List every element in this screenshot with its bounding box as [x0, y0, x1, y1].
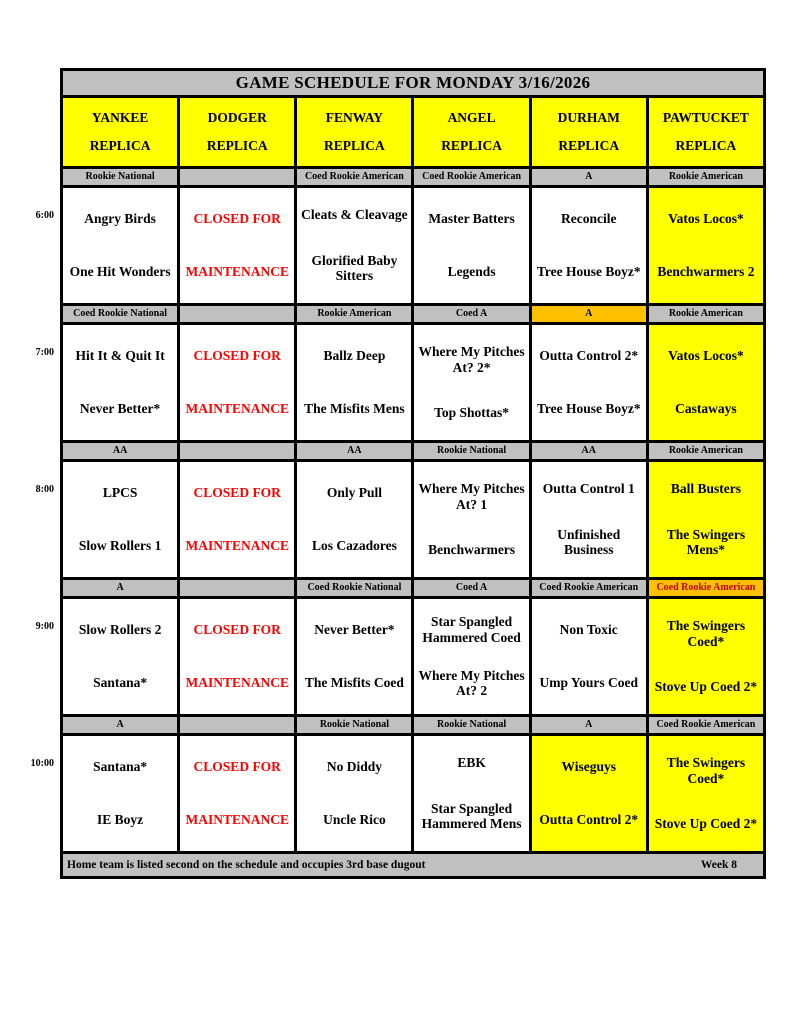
away-team: Outta Control 1: [542, 481, 635, 497]
game-cell: [532, 599, 646, 714]
home-team: Benchwarmers: [428, 542, 516, 558]
away-team: Reconcile: [561, 210, 617, 226]
home-team: Castaways: [675, 401, 737, 417]
closed-line-2: MAINTENANCE: [185, 538, 289, 554]
away-team: LPCS: [102, 484, 138, 500]
away-team: Hit It & Quit It: [75, 347, 165, 363]
home-team: Unfinished Business: [557, 526, 621, 558]
game-cell: [414, 736, 528, 851]
closed-line-1: CLOSED FOR: [193, 758, 281, 774]
away-team: EBK: [457, 755, 486, 771]
home-team: Uncle Rico: [323, 812, 386, 828]
closed-line-2: MAINTENANCE: [185, 675, 289, 691]
away-team: The Swingers Coed*: [666, 755, 746, 786]
game-cell: [63, 325, 177, 440]
away-team: Only Pull: [326, 484, 382, 500]
closed-cell: [180, 325, 294, 440]
footer-bar: [63, 854, 763, 876]
field-name: DURHAM: [557, 110, 620, 125]
division-label: Coed Rookie American: [414, 169, 528, 185]
field-name: ANGEL: [447, 110, 496, 125]
division-label: [180, 717, 294, 733]
time-label-900: 9:00: [35, 621, 54, 632]
closed-line-2: MAINTENANCE: [185, 812, 289, 828]
away-team: Never Better*: [314, 621, 395, 637]
division-label: Rookie American: [649, 443, 763, 459]
away-team: No Diddy: [326, 758, 382, 774]
division-label: Rookie American: [649, 306, 763, 322]
away-team: Where My Pitches At? 2*: [418, 344, 525, 375]
field-sub: REPLICA: [675, 138, 737, 153]
away-team: Angry Birds: [84, 210, 156, 226]
closed-line-1: CLOSED FOR: [193, 484, 281, 500]
home-team: Where My Pitches At? 2: [418, 667, 525, 699]
division-label: Coed A: [414, 580, 528, 596]
closed-cell: [180, 736, 294, 851]
division-label: Rookie American: [649, 169, 763, 185]
away-team: Outta Control 2*: [539, 347, 639, 363]
division-label: Rookie National: [414, 717, 528, 733]
home-team: Stove Up Coed 2*: [654, 679, 758, 695]
home-team: Outta Control 2*: [539, 812, 639, 828]
home-team: Ump Yours Coed: [539, 675, 638, 691]
field-sub: REPLICA: [324, 138, 385, 153]
field-sub: REPLICA: [441, 138, 502, 153]
home-team: Tree House Boyz*: [536, 401, 641, 417]
field-name: PAWTUCKET: [662, 110, 749, 125]
game-cell-highlighted: [649, 736, 763, 851]
home-team: Never Better*: [79, 401, 161, 417]
division-label: [180, 443, 294, 459]
time-label-600: 6:00: [35, 210, 54, 221]
game-cell: [63, 188, 177, 303]
time-label-800: 8:00: [35, 484, 54, 495]
closed-line-1: CLOSED FOR: [193, 347, 281, 363]
field-sub: REPLICA: [206, 138, 268, 153]
field-name: YANKEE: [91, 110, 149, 125]
game-cell: [414, 325, 528, 440]
home-team: Slow Rollers 1: [78, 538, 162, 554]
division-label: Rookie American: [297, 306, 411, 322]
field-name: FENWAY: [325, 110, 384, 125]
field-sub: REPLICA: [558, 138, 620, 153]
game-cell: [414, 462, 528, 577]
game-cell: [414, 599, 528, 714]
division-label: A: [532, 169, 646, 185]
game-cell: [532, 188, 646, 303]
away-team: Non Toxic: [559, 621, 618, 637]
home-team: Los Cazadores: [311, 538, 397, 554]
division-label: Rookie National: [63, 169, 177, 185]
game-cell: [63, 462, 177, 577]
away-team: The Swingers Coed*: [666, 618, 746, 649]
home-team: Top Shottas*: [434, 405, 510, 421]
week-label: Week 8: [700, 859, 737, 871]
away-team: Master Batters: [428, 210, 515, 226]
division-label: A: [63, 580, 177, 596]
division-label: AA: [63, 443, 177, 459]
home-team: Tree House Boyz*: [536, 264, 641, 280]
away-team: Where My Pitches At? 1: [418, 481, 525, 512]
time-label-1000: 10:00: [30, 758, 54, 769]
away-team: Star Spangled Hammered Coed: [422, 614, 521, 645]
division-label: [180, 580, 294, 596]
away-team: Santana*: [93, 758, 148, 774]
game-cell: [297, 599, 411, 714]
field-sub: REPLICA: [89, 138, 151, 153]
division-label-accent: Coed Rookie American: [649, 580, 763, 596]
game-cell-highlighted: [649, 325, 763, 440]
division-label: Coed Rookie American: [649, 717, 763, 733]
field-header-durham: [532, 98, 646, 166]
home-team: The Misfits Mens: [304, 401, 405, 417]
closed-line-2: MAINTENANCE: [185, 401, 289, 417]
away-team: Ball Busters: [670, 481, 741, 497]
home-team: Legends: [447, 264, 496, 280]
closed-cell: [180, 462, 294, 577]
field-header-fenway: [297, 98, 411, 166]
field-header-angel: [414, 98, 528, 166]
game-cell-highlighted: [649, 188, 763, 303]
game-cell: [532, 462, 646, 577]
away-team: Ballz Deep: [323, 347, 386, 363]
home-team: One Hit Wonders: [69, 264, 171, 280]
schedule-table: [60, 68, 766, 879]
division-label: AA: [297, 443, 411, 459]
game-cell: [297, 325, 411, 440]
division-label: Coed Rookie National: [297, 580, 411, 596]
division-label: [180, 306, 294, 322]
away-team: Wiseguys: [561, 758, 616, 774]
home-team: Glorified Baby Sitters: [311, 252, 398, 284]
away-team: Vatos Locos*: [668, 210, 744, 226]
home-team: Santana*: [93, 675, 148, 691]
home-team: The Misfits Coed: [304, 675, 404, 691]
game-cell: [63, 599, 177, 714]
division-label: Coed A: [414, 306, 528, 322]
division-label: Coed Rookie American: [297, 169, 411, 185]
schedule-title: GAME SCHEDULE FOR MONDAY 3/16/2026: [63, 71, 763, 95]
field-header-yankee: [63, 98, 177, 166]
home-team: The Swingers Mens*: [666, 526, 746, 558]
away-team: Vatos Locos*: [668, 347, 744, 363]
game-cell: [532, 325, 646, 440]
field-name: DODGER: [207, 110, 267, 125]
home-team: Star Spangled Hammered Mens: [421, 800, 522, 832]
closed-line-1: CLOSED FOR: [193, 210, 281, 226]
game-cell: [297, 188, 411, 303]
field-header-pawtucket: [649, 98, 763, 166]
division-label: AA: [532, 443, 646, 459]
field-header-dodger: [180, 98, 294, 166]
away-team: Cleats & Cleavage: [301, 207, 408, 223]
home-team: Benchwarmers 2: [657, 264, 755, 280]
division-label: A: [63, 717, 177, 733]
home-team: IE Boyz: [97, 812, 144, 828]
closed-cell: [180, 599, 294, 714]
division-label: Rookie National: [414, 443, 528, 459]
game-cell: [414, 188, 528, 303]
division-label: [180, 169, 294, 185]
game-cell-highlighted: [532, 736, 646, 851]
game-cell: [63, 736, 177, 851]
away-team: Slow Rollers 2: [78, 621, 162, 637]
closed-cell: [180, 188, 294, 303]
division-label-accent: A: [532, 306, 646, 322]
division-label: Rookie National: [297, 717, 411, 733]
game-cell-highlighted: [649, 462, 763, 577]
home-team: Stove Up Coed 2*: [654, 816, 758, 832]
division-label: Coed Rookie American: [532, 580, 646, 596]
time-label-700: 7:00: [35, 347, 54, 358]
game-cell-highlighted: [649, 599, 763, 714]
game-cell: [297, 462, 411, 577]
closed-line-2: MAINTENANCE: [185, 264, 289, 280]
division-label: Coed Rookie National: [63, 306, 177, 322]
game-cell: [297, 736, 411, 851]
division-label: A: [532, 717, 646, 733]
closed-line-1: CLOSED FOR: [193, 621, 281, 637]
footer-note: Home team is listed second on the schedule and occupies 3rd base dugout: [67, 859, 426, 871]
